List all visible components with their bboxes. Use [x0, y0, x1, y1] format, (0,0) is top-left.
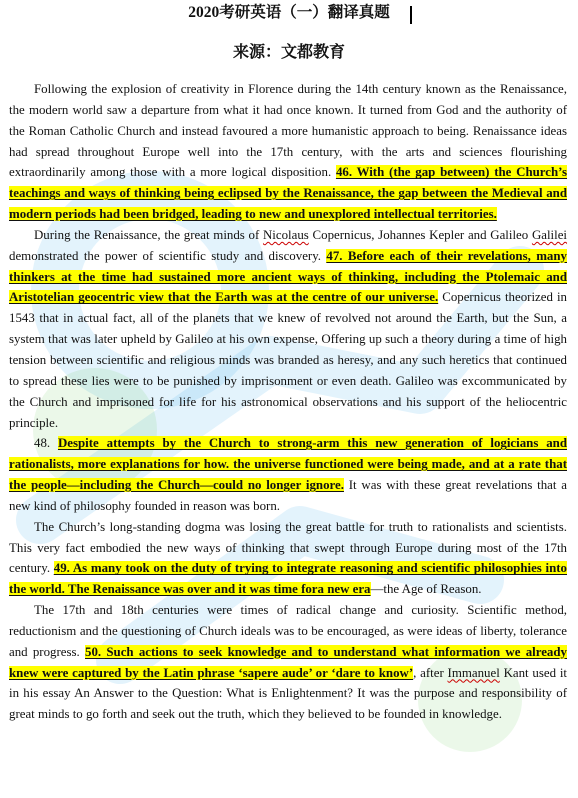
- p3-text-a: It was with these great revelations that a new kind of philosophy founded in reason was born.: [9, 478, 567, 513]
- p2-text-c: demonstrated the power of scientific study and discovery.: [9, 248, 327, 263]
- p4-text-a: The Church’s long-standing dogma was losing the great battle for truth to rationalists and scientists. This very fact embodied the new ways of thinking that swept through Europe during most of the 17th century.: [9, 519, 567, 576]
- passage: [9, 79, 567, 725]
- p2-text-a: During the Renaissance, the great minds of: [34, 227, 263, 242]
- paragraph-2: [9, 225, 567, 433]
- source-line: 来源：文都教育: [232, 44, 345, 61]
- question-46: 46. With (the gap between) the Church’s teachings and ways of thinking being eclipsed by the Renaissance, the gap between the Medieval and modern periods had been bridged, leading to new and unexplored intellectual territories.: [9, 165, 568, 222]
- question-48-number: 48.: [34, 436, 58, 451]
- p5-text-c: Kant used it in his essay An Answer to the Question: What is Enlightenment? It was the purpose and responsibility of great minds to go forth and seek out the truth, which they believed to be founded in knowledge.: [9, 665, 567, 722]
- p5-text-a: The 17th and 18th centuries were times of radical change and curiosity. Scientific method, reductionism and the questioning of Church ideals was to be encouraged, as were ideas of liberty, tolerance and progress.: [9, 603, 567, 659]
- spellcheck-nicolaus: Nicolaus: [262, 227, 309, 242]
- paragraph-4: [9, 517, 567, 600]
- paragraph-5: [9, 600, 567, 725]
- paragraph-3: [9, 433, 567, 516]
- question-47: 47. Before each of their revelations, many thinkers at the time had sustained more ancient ways of thinking, including the Ptolemaic and Aristotelian geocentric view that the Earth was at the centre of our universe.: [9, 248, 567, 305]
- spellcheck-immanuel: Immanuel: [447, 665, 500, 680]
- question-49: 49. As many took on the duty of trying to integrate reasoning and scientific philosophies into the world. The Renaissance was over and it was time fora new era: [9, 561, 567, 597]
- p2-text-b: Copernicus, Johannes Kepler and Galileo: [308, 227, 532, 242]
- p4-text-b: —the Age of Reason.: [370, 582, 482, 597]
- p1-text: Following the explosion of creativity in Florence during the 14th century known as the Renaissance, the modern world saw a departure from what it had once known. It turned from God and the authority of the Roman Catholic Church and instead favoured a more humanistic approach to being. Renaissance ideas had spread throughout Europe well into the 17th century, with the arts and sciences flourishing extraordinarily among those with a more logical disposition.: [9, 82, 567, 180]
- p5-text-b: , after: [413, 665, 448, 680]
- paragraph-1: [9, 79, 567, 225]
- p2-text-d: Copernicus theorized in 1543 that in actual fact, all of the planets that we knew of revolved not around the Earth, but the Sun, a system that was later upheld by Galileo at his own expense, Offering up such a theory during a time of high tension between scientific and religious minds was branded as heresy, and any such heretics that continued to spread these lies were to be punished by imprisonment or even death. Galileo was excommunicated by the Church and imprisoned for life for his astronomical observations and his support of the heliocentric principle.: [9, 290, 567, 430]
- text-cursor: [410, 6, 412, 24]
- question-48: Despite attempts by the Church to strong-arm this new generation of logicians and rationalists, more explanations for how. the universe functioned were being made, and at a rate that the people—including the Church—could no longer ignore.: [9, 436, 567, 493]
- page-title: 2020考研英语（一）翻译真题: [188, 4, 390, 21]
- question-50: 50. Such actions to seek knowledge and to understand what information we already knew were captured by the Latin phrase ‘sapere aude’ or ‘dare to know’: [9, 644, 567, 680]
- spellcheck-galilei: Galilei: [531, 227, 568, 242]
